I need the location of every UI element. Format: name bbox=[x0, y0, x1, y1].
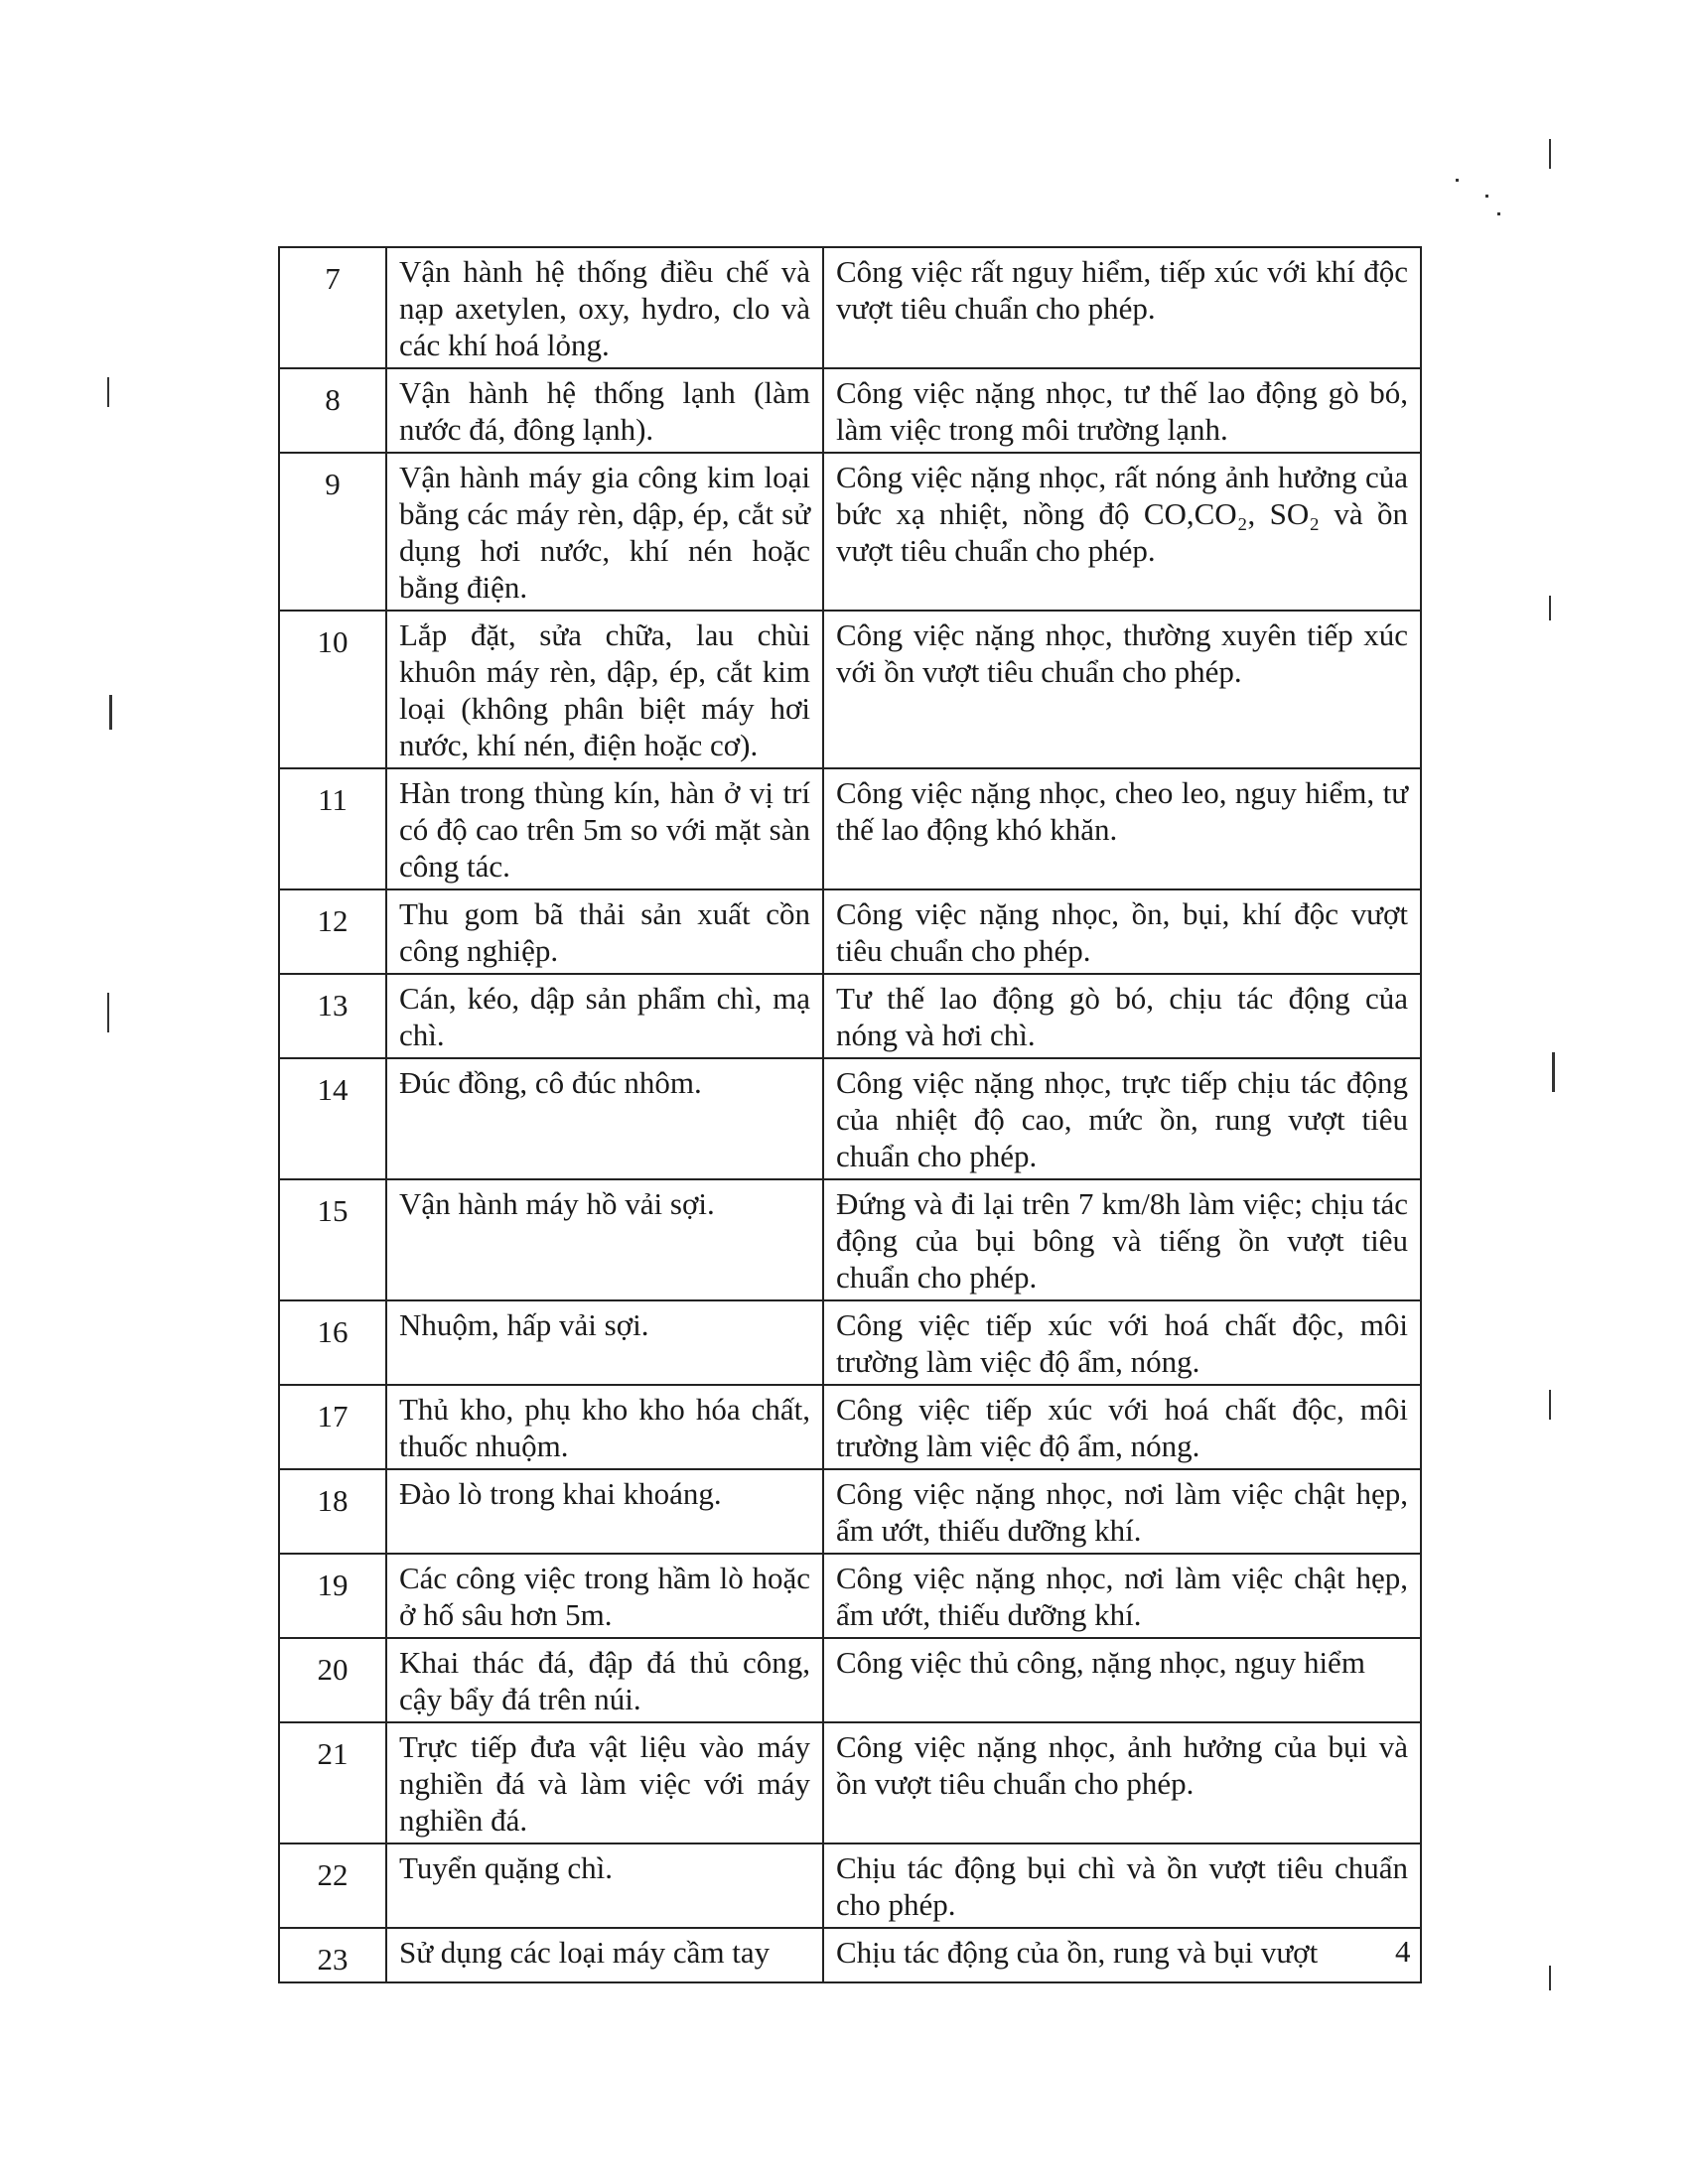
job-description: Vận hành máy hồ vải sợi. bbox=[386, 1179, 823, 1300]
row-number: 23 bbox=[279, 1928, 386, 1982]
row-number: 18 bbox=[279, 1469, 386, 1554]
table-row bbox=[279, 1722, 1421, 1843]
table-row bbox=[279, 453, 1421, 611]
working-conditions: Công việc nặng nhọc, thường xuyên tiếp xúc với ồn vượt tiêu chuẩn cho phép. bbox=[823, 611, 1421, 768]
job-description: Sử dụng các loại máy cầm tay bbox=[386, 1928, 823, 1982]
job-description: Các công việc trong hầm lò hoặc ở hố sâu hơn 5m. bbox=[386, 1554, 823, 1638]
table-row bbox=[279, 1058, 1421, 1179]
table-row bbox=[279, 368, 1421, 453]
working-conditions: Công việc tiếp xúc với hoá chất độc, môi trường làm việc độ ẩm, nóng. bbox=[823, 1385, 1421, 1469]
scan-speck bbox=[1497, 212, 1500, 215]
job-description: Thu gom bã thải sản xuất cồn công nghiệp. bbox=[386, 889, 823, 974]
job-description: Đào lò trong khai khoáng. bbox=[386, 1469, 823, 1554]
row-number: 16 bbox=[279, 1300, 386, 1385]
row-number: 19 bbox=[279, 1554, 386, 1638]
table-body bbox=[279, 247, 1421, 1982]
table-row bbox=[279, 1469, 1421, 1554]
table-row bbox=[279, 1638, 1421, 1722]
scan-speck bbox=[109, 695, 112, 730]
table-row bbox=[279, 247, 1421, 368]
row-number: 14 bbox=[279, 1058, 386, 1179]
working-conditions: Công việc nặng nhọc, tư thế lao động gò bó, làm việc trong môi trường lạnh. bbox=[823, 368, 1421, 453]
table-row bbox=[279, 1300, 1421, 1385]
row-number: 11 bbox=[279, 768, 386, 889]
row-number: 9 bbox=[279, 453, 386, 611]
row-number: 12 bbox=[279, 889, 386, 974]
row-number: 21 bbox=[279, 1722, 386, 1843]
row-number: 17 bbox=[279, 1385, 386, 1469]
job-description: Đúc đồng, cô đúc nhôm. bbox=[386, 1058, 823, 1179]
working-conditions: Công việc nặng nhọc, nơi làm việc chật hẹp, ẩm ướt, thiếu dưỡng khí. bbox=[823, 1469, 1421, 1554]
job-description: Tuyển quặng chì. bbox=[386, 1843, 823, 1928]
scan-speck bbox=[107, 993, 109, 1032]
scan-speck bbox=[1549, 596, 1551, 620]
table-row bbox=[279, 974, 1421, 1058]
working-conditions: Công việc nặng nhọc, rất nóng ảnh hưởng của bức xạ nhiệt, nồng độ CO,CO₂, SO₂ và ồn vượt tiêu chuẩn cho phép. bbox=[823, 453, 1421, 611]
row-number: 15 bbox=[279, 1179, 386, 1300]
scan-speck bbox=[1549, 1390, 1551, 1420]
job-description: Vận hành máy gia công kim loại bằng các máy rèn, dập, ép, cắt sử dụng hơi nước, khí nén hoặc bằng điện. bbox=[386, 453, 823, 611]
job-description: Khai thác đá, đập đá thủ công, cậy bẩy đá trên núi. bbox=[386, 1638, 823, 1722]
scan-speck bbox=[107, 377, 109, 407]
job-description: Thủ kho, phụ kho kho hóa chất, thuốc nhuộm. bbox=[386, 1385, 823, 1469]
working-conditions: Công việc nặng nhọc, ảnh hưởng của bụi và ồn vượt tiêu chuẩn cho phép. bbox=[823, 1722, 1421, 1843]
working-conditions: Công việc nặng nhọc, nơi làm việc chật hẹp, ẩm ướt, thiếu dưỡng khí. bbox=[823, 1554, 1421, 1638]
working-conditions: Công việc nặng nhọc, cheo leo, nguy hiểm, tư thế lao động khó khăn. bbox=[823, 768, 1421, 889]
job-description: Nhuộm, hấp vải sợi. bbox=[386, 1300, 823, 1385]
working-conditions: Công việc nặng nhọc, ồn, bụi, khí độc vượt tiêu chuẩn cho phép. bbox=[823, 889, 1421, 974]
table-row bbox=[279, 889, 1421, 974]
row-number: 20 bbox=[279, 1638, 386, 1722]
working-conditions: Công việc rất nguy hiểm, tiếp xúc với khí độc vượt tiêu chuẩn cho phép. bbox=[823, 247, 1421, 368]
working-conditions: Đứng và đi lại trên 7 km/8h làm việc; chịu tác động của bụi bông và tiếng ồn vượt tiêu chuẩn cho phép. bbox=[823, 1179, 1421, 1300]
hazardous-jobs-table bbox=[278, 246, 1422, 1983]
working-conditions: Chịu tác động của ồn, rung và bụi vượt bbox=[823, 1928, 1421, 1982]
table-row bbox=[279, 1179, 1421, 1300]
working-conditions: Chịu tác động bụi chì và ồn vượt tiêu chuẩn cho phép. bbox=[823, 1843, 1421, 1928]
job-description: Hàn trong thùng kín, hàn ở vị trí có độ cao trên 5m so với mặt sàn công tác. bbox=[386, 768, 823, 889]
working-conditions: Tư thế lao động gò bó, chịu tác động của nóng và hơi chì. bbox=[823, 974, 1421, 1058]
row-number: 10 bbox=[279, 611, 386, 768]
scan-speck bbox=[1552, 1052, 1555, 1092]
row-number: 13 bbox=[279, 974, 386, 1058]
row-number: 8 bbox=[279, 368, 386, 453]
working-conditions: Công việc thủ công, nặng nhọc, nguy hiểm bbox=[823, 1638, 1421, 1722]
scan-speck bbox=[1456, 179, 1459, 182]
table-row bbox=[279, 1843, 1421, 1928]
job-description: Lắp đặt, sửa chữa, lau chùi khuôn máy rèn, dập, ép, cắt kim loại (không phân biệt máy hơi nước, khí nén, điện hoặc cơ). bbox=[386, 611, 823, 768]
table-row bbox=[279, 611, 1421, 768]
scan-speck bbox=[1549, 1966, 1551, 1990]
job-description: Vận hành hệ thống điều chế và nạp axetylen, oxy, hydro, clo và các khí hoá lỏng. bbox=[386, 247, 823, 368]
table-row bbox=[279, 1928, 1421, 1982]
working-conditions: Công việc nặng nhọc, trực tiếp chịu tác động của nhiệt độ cao, mức ồn, rung vượt tiêu chuẩn cho phép. bbox=[823, 1058, 1421, 1179]
table-row bbox=[279, 1554, 1421, 1638]
table-row bbox=[279, 1385, 1421, 1469]
scan-speck bbox=[1549, 139, 1551, 169]
table-row bbox=[279, 768, 1421, 889]
job-description: Trực tiếp đưa vật liệu vào máy nghiền đá và làm việc với máy nghiền đá. bbox=[386, 1722, 823, 1843]
scan-speck bbox=[1485, 195, 1488, 198]
row-number: 7 bbox=[279, 247, 386, 368]
page-number: 4 bbox=[1395, 1934, 1411, 1969]
job-description: Cán, kéo, dập sản phẩm chì, mạ chì. bbox=[386, 974, 823, 1058]
working-conditions: Công việc tiếp xúc với hoá chất độc, môi trường làm việc độ ẩm, nóng. bbox=[823, 1300, 1421, 1385]
row-number: 22 bbox=[279, 1843, 386, 1928]
job-description: Vận hành hệ thống lạnh (làm nước đá, đông lạnh). bbox=[386, 368, 823, 453]
